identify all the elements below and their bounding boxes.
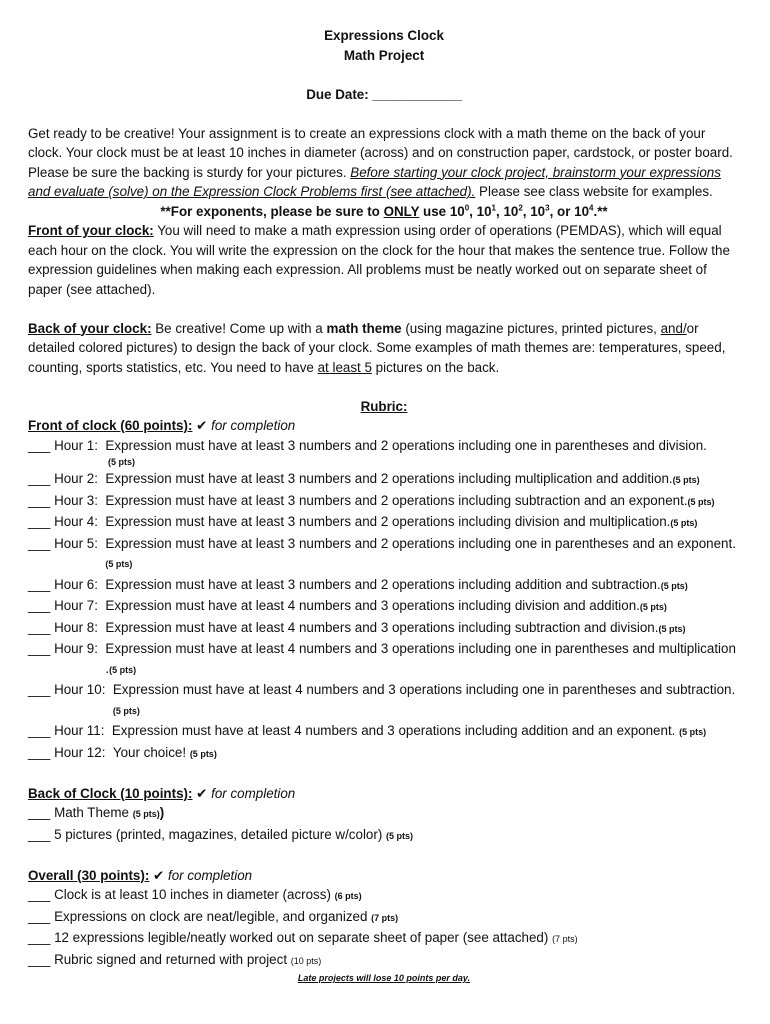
checkmark-icon: ✔ <box>153 867 165 883</box>
item-text <box>54 907 740 929</box>
rubric-hour-row <box>28 743 740 765</box>
rubric-hour-row <box>28 534 740 575</box>
checkbox-blank: ___ <box>28 641 55 656</box>
item-text <box>54 928 740 950</box>
brainstorm-instruction: Before starting your clock project, brainstorm your expressions and evaluate (solve) on the Expression Clock Problems first (see attached). <box>28 164 721 199</box>
late-policy-note: Late projects will lose 10 points per day. <box>297 973 471 983</box>
overall-rubric-heading: Overall (30 points): ✔ for completion <box>28 867 253 883</box>
hour-requirement <box>105 512 740 534</box>
requirement-text: 5 pictures (printed, magazines, detailed picture w/color) <box>54 826 387 842</box>
hour-label: Hour 10: <box>54 682 113 697</box>
checkbox-blank: ___ <box>28 908 55 924</box>
checkbox-blank: ___ <box>28 682 55 697</box>
back-label: Back of your clock: <box>28 320 152 336</box>
requirement-text: Expression must have at least 3 numbers and 2 operations including one in parentheses and division. <box>105 437 707 453</box>
rubric-hour-row <box>28 596 740 618</box>
item-text <box>54 825 740 847</box>
requirement-text: Rubric signed and returned with project <box>54 951 291 967</box>
hour-label: Hour 7: <box>54 598 106 613</box>
checkbox-blank: ___ <box>28 930 55 945</box>
rubric-hour-row <box>28 469 740 491</box>
checkbox-blank: ___ <box>28 826 55 842</box>
hour-requirement <box>105 596 740 618</box>
hour-label: Hour 4: <box>54 514 106 529</box>
requirement-text: Expression must have at least 4 numbers and 3 operations including one in parentheses and multiplication . <box>105 641 736 676</box>
checkbox-blank: ___ <box>28 744 55 760</box>
checkbox-blank: ___ <box>28 492 55 508</box>
checkbox-blank: ___ <box>28 887 55 902</box>
back-paragraph: Back of your clock: Be creative! Come up with a math theme (using magazine pictures, printed pictures, and/or detailed colored pictures) to design the back of your clock. Some examples of math themes are: temperatures, speed, counting, sports statistics, etc. You need to have at least 5 pictures on the back. <box>28 320 726 375</box>
intro-text: Get ready to be creative! Your assignment is to create an expressions clock with a math theme on the back of your clock. Your clock must be at least 10 inches in diameter (across) and on construction paper, cardstock, or poster board. Please be sure the backing is sturdy for your pictures. <box>28 125 733 180</box>
hour-label: Hour 3: <box>54 492 106 508</box>
at-least-emphasis: at least 5 <box>317 359 372 375</box>
hour-requirement <box>105 469 740 491</box>
requirement-text: Clock is at least 10 inches in diameter (across) <box>54 887 335 902</box>
points-label: (5 pts) <box>679 727 707 737</box>
hour-requirement <box>105 534 740 575</box>
hour-label: Hour 5: <box>54 535 106 551</box>
due-date-line: Due Date: ____________ <box>306 86 462 102</box>
points-label: (5 pts) <box>670 518 698 528</box>
requirement-text: Expression must have at least 3 numbers and 2 operations including one in parentheses and an exponent. <box>105 535 736 551</box>
hour-requirement <box>105 618 740 640</box>
points-label: (5 pts) <box>108 457 135 467</box>
intro-text-end: Please see class website for examples. <box>475 184 713 199</box>
item-text <box>54 885 740 907</box>
checkmark-icon: ✔ <box>196 785 208 801</box>
rubric-item-row <box>28 803 740 825</box>
rubric-item-row <box>28 907 740 929</box>
checkmark-icon: ✔ <box>196 418 208 433</box>
points-label: (5 pts) <box>105 559 133 569</box>
checkbox-blank: ___ <box>28 619 55 635</box>
checkbox-blank: ___ <box>28 951 55 967</box>
rubric-hour-row <box>28 721 740 743</box>
hour-label: Hour 11: <box>54 723 112 738</box>
points-label: (5 pts) <box>109 664 137 675</box>
rubric-item-row <box>28 950 740 972</box>
rubric-hour-row <box>28 436 740 456</box>
points-label: (7 pts) <box>371 912 399 923</box>
points-label: (10 pts) <box>290 955 322 966</box>
hour-label: Hour 6: <box>54 576 106 592</box>
front-paragraph <box>28 221 740 299</box>
hour-label: Hour 12: <box>54 744 113 760</box>
hour-requirement <box>113 743 740 765</box>
back-items-list <box>28 803 740 846</box>
requirement-text: 12 expressions legible/neatly worked out on separate sheet of paper (see attached) <box>54 930 553 945</box>
points-label: (5 pts) <box>132 809 160 819</box>
checkbox-blank: ___ <box>28 437 55 453</box>
rubric-item-row <box>28 825 740 847</box>
only-emphasis: ONLY <box>383 203 420 219</box>
intro-paragraph <box>28 124 740 202</box>
hour-requirement <box>105 639 740 680</box>
hour-requirement <box>113 680 740 721</box>
points-label: (5 pts) <box>660 580 688 591</box>
rubric-item-row <box>28 928 740 950</box>
checkbox-blank: ___ <box>28 514 55 529</box>
rubric-hour-row <box>28 618 740 640</box>
hour-label: Hour 2: <box>54 471 106 486</box>
hour-label: Hour 8: <box>54 619 106 635</box>
exponents-note: **For exponents, please be sure to ONLY use $10^0$, $10^1$, $10^2$, $10^3$, or $10^4.**$ <box>160 203 608 219</box>
hour-requirement <box>105 575 740 597</box>
rubric-hour-row <box>28 512 740 534</box>
requirement-text: Expression must have at least 3 numbers and 2 operations including multiplication and addition. <box>105 471 673 486</box>
front-text: You will need to make a math expression using order of operations (PEMDAS), which will equal each hour on the clock. You will write the expression on the clock for the hour that makes the sentence true. Follow the expression guidelines when making each expression. All problems must be neatly worked out on separate sheet of paper (see attached). <box>28 223 730 297</box>
points-label: (5 pts) <box>658 623 686 634</box>
requirement-text: Expression must have at least 4 numbers and 3 operations including one in parentheses and subtraction. <box>112 682 736 697</box>
math-theme-emphasis: math theme <box>326 320 402 336</box>
checkbox-blank: ___ <box>28 805 55 820</box>
front-label: Front of your clock: <box>28 223 154 238</box>
points-label: (5 pts) <box>189 748 217 759</box>
rubric-hour-row <box>28 639 740 680</box>
points-label: (5 pts) <box>639 602 667 612</box>
document-page <box>28 26 740 985</box>
checkbox-blank: ___ <box>28 723 55 738</box>
requirement-text: Expression must have at least 4 numbers and 3 operations including division and addition. <box>105 598 640 613</box>
overall-items-list <box>28 885 740 971</box>
rubric-item-row <box>28 885 740 907</box>
points-label: (7 pts) <box>552 934 578 944</box>
page-subtitle: Math Project <box>343 47 425 63</box>
rubric-hour-row <box>28 491 740 513</box>
requirement-text: Your choice! <box>112 744 190 760</box>
checkbox-blank: ___ <box>28 576 55 592</box>
points-label: (5 pts) <box>112 705 140 716</box>
points-label: (6 pts) <box>334 891 362 901</box>
item-text <box>54 950 740 972</box>
points-label: (5 pts) <box>687 496 715 507</box>
checkbox-blank: ___ <box>28 535 55 551</box>
points-label: (5 pts) <box>672 475 700 485</box>
checkbox-blank: ___ <box>28 598 55 613</box>
requirement-text: Expression must have at least 3 numbers and 2 operations including addition and subtraction. <box>105 576 661 592</box>
back-rubric-heading: Back of Clock (10 points): ✔ for completion <box>28 785 296 801</box>
hour-label: Hour 1: <box>54 437 106 453</box>
requirement-text: Expression must have at least 4 numbers and 3 operations including addition and an exponent. <box>111 723 680 738</box>
front-rubric-heading: Front of clock (60 points): ✔ for completion <box>28 418 296 433</box>
points-label: (5 pts) <box>386 830 414 841</box>
rubric-hour-row <box>28 575 740 597</box>
requirement-text: Expression must have at least 4 numbers and 3 operations including subtraction and division. <box>105 619 659 635</box>
hour-label: Hour 9: <box>54 641 106 656</box>
hours-list <box>28 436 740 765</box>
rubric-heading: Rubric: <box>360 398 408 414</box>
hour-requirement <box>105 436 740 456</box>
requirement-text: Expression must have at least 3 numbers and 2 operations including subtraction and an exponent. <box>105 492 688 508</box>
checkbox-blank: ___ <box>28 471 55 486</box>
item-text <box>54 803 740 825</box>
requirement-text: Expression must have at least 3 numbers and 2 operations including division and multiplication. <box>105 514 671 529</box>
requirement-text: Math Theme <box>54 805 133 820</box>
requirement-text: Expressions on clock are neat/legible, and organized <box>54 908 372 924</box>
hour-requirement <box>105 491 740 513</box>
rubric-hour-row <box>28 680 740 721</box>
page-title: Expressions Clock <box>324 28 444 43</box>
closing-paren: ) <box>159 805 165 820</box>
hour-requirement <box>112 721 740 743</box>
